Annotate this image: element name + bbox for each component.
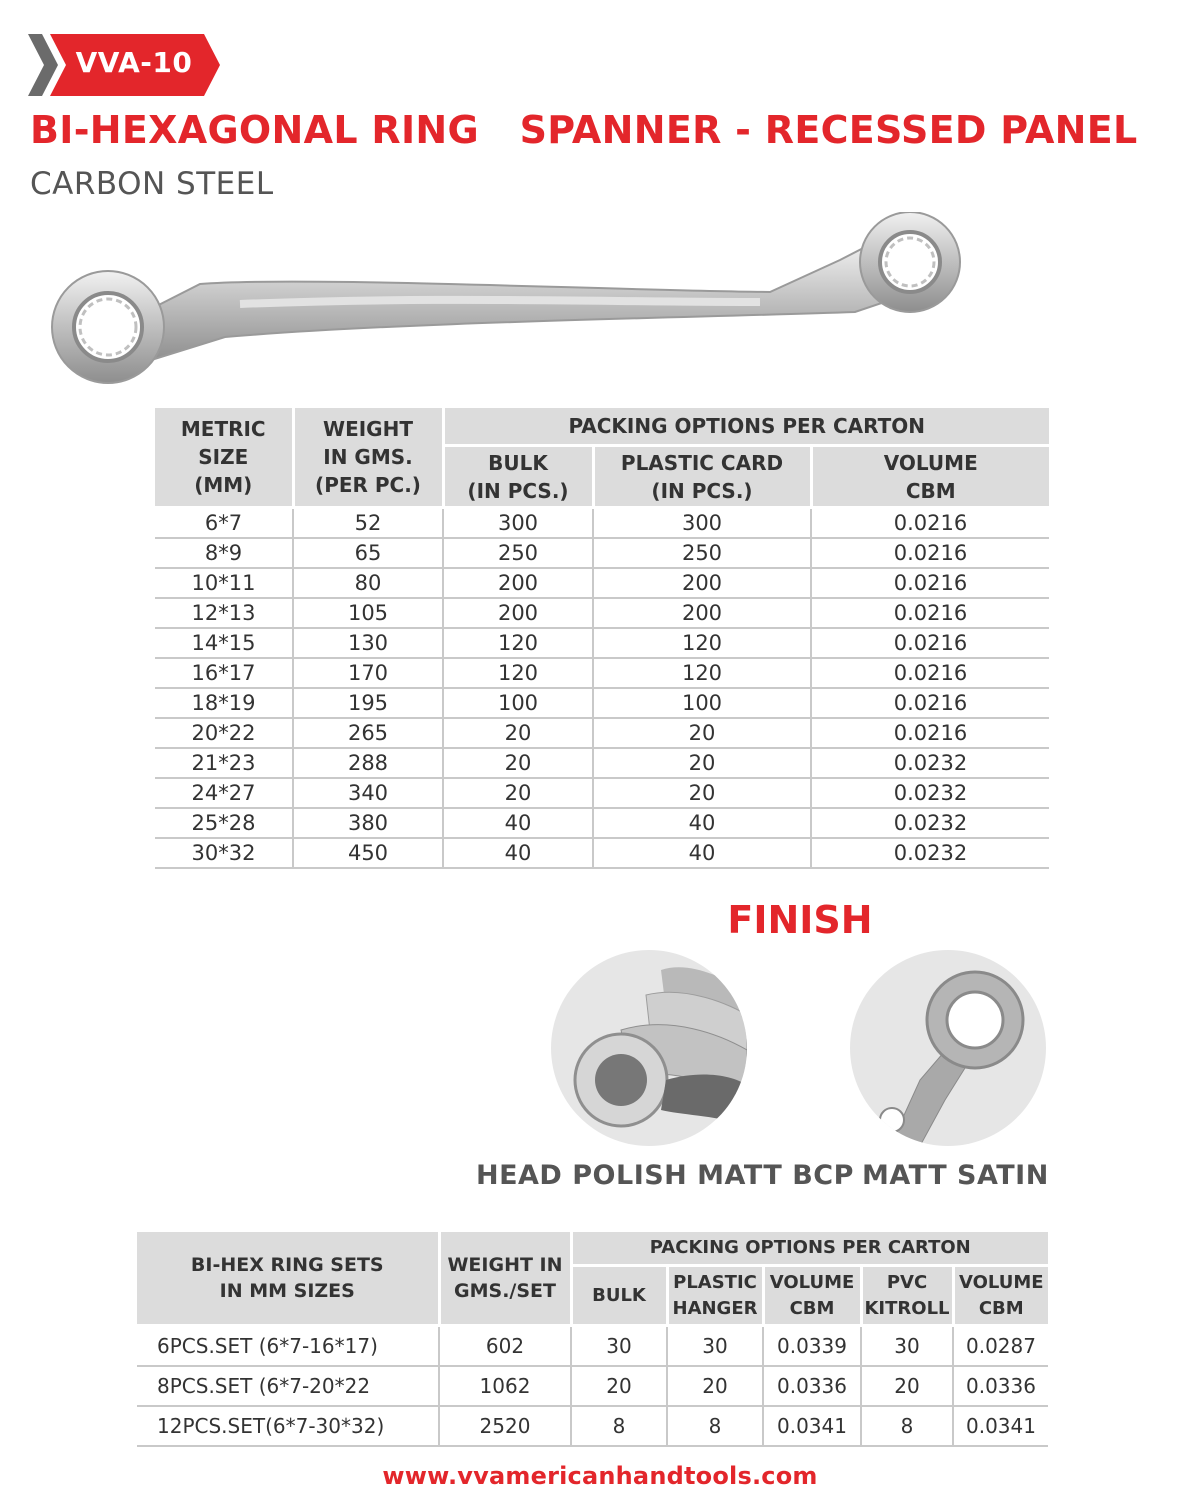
table-row [155, 808, 1049, 838]
cell-card: 250 [593, 538, 811, 568]
product-material: CARBON STEEL [30, 166, 274, 202]
cell-bulk: 120 [443, 628, 593, 658]
product-title: BI-HEXAGONAL RING SPANNER - RECESSED PANEL [30, 108, 1138, 152]
cell-weight: 265 [293, 718, 443, 748]
cell-pvc: 30 [861, 1326, 953, 1367]
set-volume-header-2: VOLUME CBM [953, 1266, 1048, 1326]
cell-weight: 80 [293, 568, 443, 598]
cell-weight: 105 [293, 598, 443, 628]
set-bulk-header: BULK [571, 1266, 667, 1326]
cell-size: 21*23 [155, 748, 293, 778]
chevron-icon [28, 34, 58, 96]
cell-card: 40 [593, 808, 811, 838]
set-weight-header: WEIGHT IN GMS./SET [439, 1232, 571, 1326]
cell-bulk: 8 [571, 1406, 667, 1446]
cell-set: 12PCS.SET(6*7-30*32) [137, 1406, 439, 1446]
cell-bulk: 120 [443, 658, 593, 688]
weight-header: WEIGHT IN GMS. (PER PC.) [293, 408, 443, 508]
cell-size: 20*22 [155, 718, 293, 748]
cell-bulk: 20 [443, 718, 593, 748]
cell-weight: 170 [293, 658, 443, 688]
table-row [155, 778, 1049, 808]
cell-card: 100 [593, 688, 811, 718]
cell-bulk: 100 [443, 688, 593, 718]
pvc-kitroll-header: PVC KITROLL [861, 1266, 953, 1326]
cell-volume: 0.0216 [811, 598, 1049, 628]
cell-volume: 0.0232 [811, 838, 1049, 868]
cell-card: 20 [593, 718, 811, 748]
set-packing-header: PACKING OPTIONS PER CARTON [571, 1232, 1048, 1266]
sets-header: BI-HEX RING SETS IN MM SIZES [137, 1232, 439, 1326]
cell-hanger: 20 [667, 1366, 763, 1406]
cell-volume: 0.0216 [811, 718, 1049, 748]
cell-hanger: 30 [667, 1326, 763, 1367]
cell-vol1: 0.0339 [763, 1326, 861, 1367]
cell-size: 24*27 [155, 778, 293, 808]
cell-size: 18*19 [155, 688, 293, 718]
cell-vol1: 0.0336 [763, 1366, 861, 1406]
cell-volume: 0.0216 [811, 508, 1049, 539]
cell-weight: 450 [293, 838, 443, 868]
table-row [137, 1366, 1048, 1406]
volume-header: VOLUME CBM [811, 446, 1049, 508]
cell-vol1: 0.0341 [763, 1406, 861, 1446]
cell-bulk: 40 [443, 808, 593, 838]
table-row [155, 658, 1049, 688]
spec-table [155, 408, 1049, 869]
finish-option-head-polish: HEAD POLISH MATT BCP [476, 1160, 854, 1191]
cell-card: 200 [593, 568, 811, 598]
cell-pvc: 8 [861, 1406, 953, 1446]
model-code: VVA-10 [75, 46, 193, 79]
cell-bulk: 250 [443, 538, 593, 568]
cell-bulk: 40 [443, 838, 593, 868]
cell-card: 20 [593, 748, 811, 778]
cell-bulk: 200 [443, 598, 593, 628]
cell-size: 10*11 [155, 568, 293, 598]
cell-bulk: 20 [571, 1366, 667, 1406]
cell-size: 8*9 [155, 538, 293, 568]
table-row [155, 688, 1049, 718]
cell-weight: 602 [439, 1326, 571, 1367]
finish-head-polish-image [551, 950, 747, 1146]
plastic-card-header: PLASTIC CARD (IN PCS.) [593, 446, 811, 508]
set-volume-header-1: VOLUME CBM [763, 1266, 861, 1326]
cell-weight: 2520 [439, 1406, 571, 1446]
finish-matt-satin-image [850, 950, 1046, 1146]
cell-size: 25*28 [155, 808, 293, 838]
cell-volume: 0.0216 [811, 658, 1049, 688]
cell-card: 300 [593, 508, 811, 539]
cell-bulk: 300 [443, 508, 593, 539]
table-row [155, 718, 1049, 748]
cell-volume: 0.0216 [811, 568, 1049, 598]
cell-hanger: 8 [667, 1406, 763, 1446]
cell-weight: 52 [293, 508, 443, 539]
cell-size: 14*15 [155, 628, 293, 658]
cell-volume: 0.0216 [811, 688, 1049, 718]
bulk-header: BULK (IN PCS.) [443, 446, 593, 508]
cell-weight: 1062 [439, 1366, 571, 1406]
cell-vol2: 0.0287 [953, 1326, 1048, 1367]
cell-bulk: 200 [443, 568, 593, 598]
cell-weight: 195 [293, 688, 443, 718]
cell-size: 16*17 [155, 658, 293, 688]
plastic-hanger-header: PLASTIC HANGER [667, 1266, 763, 1326]
cell-set: 6PCS.SET (6*7-16*17) [137, 1326, 439, 1367]
table-row [155, 628, 1049, 658]
cell-card: 20 [593, 778, 811, 808]
table-row [155, 508, 1049, 539]
table-row [155, 568, 1049, 598]
table-row [155, 838, 1049, 868]
cell-volume: 0.0232 [811, 748, 1049, 778]
cell-pvc: 20 [861, 1366, 953, 1406]
wrench-image [40, 212, 990, 392]
table-row [137, 1406, 1048, 1446]
cell-set: 8PCS.SET (6*7-20*22 [137, 1366, 439, 1406]
cell-volume: 0.0232 [811, 808, 1049, 838]
finish-option-matt-satin: MATT SATIN [862, 1160, 1049, 1191]
cell-weight: 380 [293, 808, 443, 838]
table-row [155, 598, 1049, 628]
cell-weight: 65 [293, 538, 443, 568]
cell-size: 30*32 [155, 838, 293, 868]
table-row [155, 748, 1049, 778]
cell-weight: 130 [293, 628, 443, 658]
cell-card: 120 [593, 628, 811, 658]
cell-volume: 0.0216 [811, 538, 1049, 568]
cell-bulk: 20 [443, 778, 593, 808]
finish-title: FINISH [727, 898, 873, 942]
cell-weight: 288 [293, 748, 443, 778]
cell-volume: 0.0232 [811, 778, 1049, 808]
table-row [137, 1326, 1048, 1367]
cell-volume: 0.0216 [811, 628, 1049, 658]
cell-vol2: 0.0336 [953, 1366, 1048, 1406]
cell-card: 120 [593, 658, 811, 688]
cell-card: 40 [593, 838, 811, 868]
sets-table [137, 1232, 1048, 1447]
cell-bulk: 30 [571, 1326, 667, 1367]
cell-vol2: 0.0341 [953, 1406, 1048, 1446]
cell-card: 200 [593, 598, 811, 628]
website-link[interactable]: www.vvamericanhandtools.com [382, 1462, 818, 1490]
metric-size-header: METRIC SIZE (MM) [155, 408, 293, 508]
cell-size: 12*13 [155, 598, 293, 628]
cell-bulk: 20 [443, 748, 593, 778]
cell-weight: 340 [293, 778, 443, 808]
packing-header: PACKING OPTIONS PER CARTON [443, 408, 1049, 446]
table-row [155, 538, 1049, 568]
cell-size: 6*7 [155, 508, 293, 539]
